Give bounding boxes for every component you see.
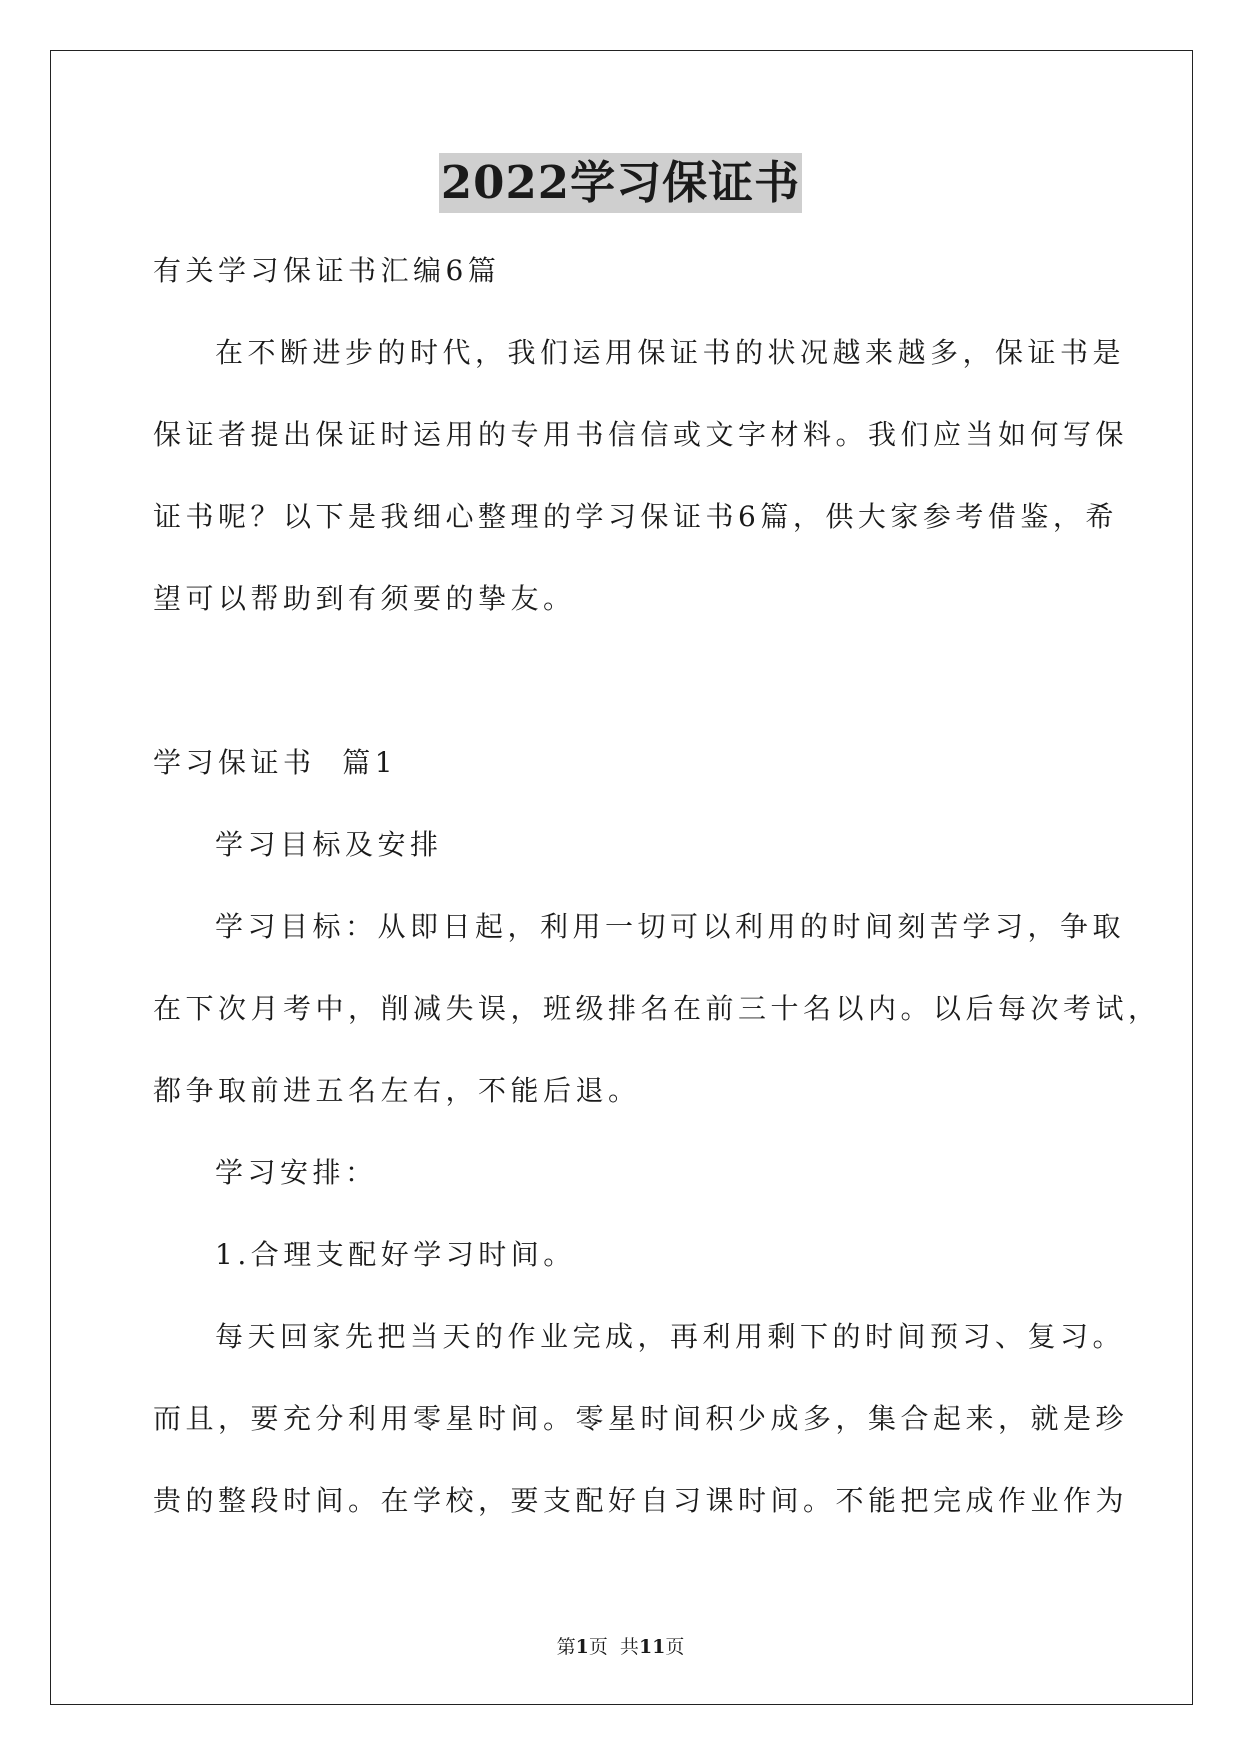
document-title: 2022学习保证书	[439, 153, 802, 213]
plan-label: 学习安排：	[215, 1156, 378, 1189]
intro-line-4: 望可以帮助到有须要的挚友。	[153, 582, 576, 615]
item1-body-line-3: 贵的整段时间。在学校，要支配好自习课时间。不能把完成作业作为	[153, 1484, 1129, 1517]
item1-body-line-1: 每天回家先把当天的作业完成，再利用剩下的时间预习、复习。	[215, 1320, 1126, 1353]
item1-body-line-2: 而且，要充分利用零星时间。零星时间积少成多，集合起来，就是珍	[153, 1402, 1129, 1435]
footer-page-prefix: 第	[556, 1636, 576, 1658]
intro-line-1: 在不断进步的时代，我们运用保证书的状况越来越多，保证书是	[215, 336, 1126, 369]
paragraph-gap	[153, 640, 1113, 722]
section-heading: 学习保证书 篇1	[153, 746, 398, 779]
document-body	[153, 230, 1161, 1542]
goal-line-1: 学习目标：从即日起，利用一切可以利用的时间刻苦学习，争取	[215, 910, 1126, 943]
footer-page-total: 11	[638, 1636, 666, 1658]
intro-line-2: 保证者提出保证时运用的专用书信信或文字材料。我们应当如何写保	[153, 418, 1129, 451]
footer-page-suffix: 页	[665, 1636, 685, 1658]
page-footer	[0, 1635, 1241, 1659]
footer-page-mid: 页 共	[588, 1636, 639, 1658]
item1-title: 1.合理支配好学习时间。	[215, 1238, 576, 1271]
intro-line-3: 证书呢？以下是我细心整理的学习保证书6篇，供大家参考借鉴，希	[153, 500, 1118, 533]
document-subtitle: 有关学习保证书汇编6篇	[153, 254, 501, 287]
goal-line-3: 都争取前进五名左右，不能后退。	[153, 1074, 641, 1107]
title-container	[0, 153, 1241, 213]
footer-page-current: 1	[575, 1636, 589, 1658]
goal-line-2: 在下次月考中，削减失误，班级排名在前三十名以内。以后每次考试，	[153, 992, 1161, 1025]
sub-heading: 学习目标及安排	[215, 828, 443, 861]
